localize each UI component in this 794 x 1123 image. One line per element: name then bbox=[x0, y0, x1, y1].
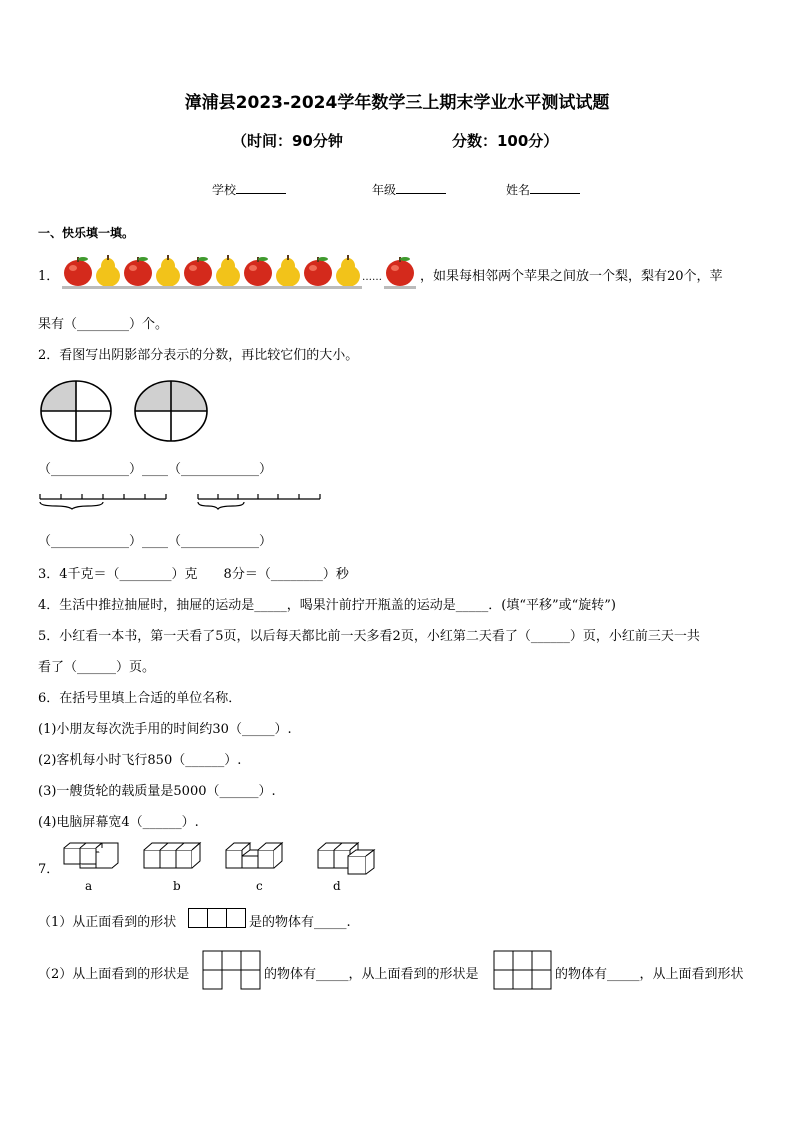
q2-answer-row-2: （____________）____（____________） bbox=[38, 534, 273, 549]
cube-figure-a bbox=[64, 843, 118, 868]
name-label: 姓名 bbox=[506, 183, 531, 197]
q7-sub1-a: （1）从正面看到的形状 bbox=[38, 915, 177, 930]
q1-ellipsis: …… bbox=[362, 272, 382, 283]
name-blank bbox=[530, 181, 580, 194]
pear-icon bbox=[156, 255, 180, 287]
q7-sub2-a: （2）从上面看到的形状是 bbox=[38, 967, 190, 982]
pear-icon bbox=[216, 255, 240, 287]
top-view-shape-2 bbox=[493, 950, 553, 990]
q7-sub2-b: 的物体有_____，从上面看到的形状是 bbox=[264, 967, 479, 982]
figure-label-b: b bbox=[173, 879, 181, 893]
school-field bbox=[212, 181, 286, 198]
q1-text-b: 果有（________）个。 bbox=[38, 317, 169, 332]
q6-text: 6．在括号里填上合适的单位名称． bbox=[38, 691, 242, 706]
top-view-shape-1 bbox=[202, 950, 262, 990]
q6-item-1: (1)小朋友每次洗手用的时间约30（_____）. bbox=[38, 722, 292, 737]
q6-item-4: (4)电脑屏幕宽4（______）. bbox=[38, 815, 199, 830]
q5-text-a: 5．小红看一本书，第一天看了5页，以后每天都比前一天多看2页，小红第二天看了（______）页，小红前三天一共 bbox=[38, 629, 700, 644]
q1-text-a: ，如果每相邻两个苹果之间放一个梨，梨有20个，苹 bbox=[420, 269, 723, 284]
q6-item-3: (3)一艘货轮的载质量是5000（______）. bbox=[38, 784, 276, 799]
apple-icon bbox=[124, 257, 152, 286]
grade-blank bbox=[396, 181, 446, 194]
front-view-shape bbox=[188, 908, 245, 928]
apple-icon bbox=[64, 257, 92, 286]
school-blank bbox=[236, 181, 286, 194]
pear-icon bbox=[336, 255, 360, 287]
section-heading: 一、快乐填一填。 bbox=[38, 226, 135, 240]
apple-icon bbox=[184, 257, 212, 286]
q2-text: 2．看图写出阴影部分表示的分数，再比较它们的大小。 bbox=[38, 348, 359, 363]
cube-figure-d bbox=[318, 843, 374, 874]
apple-icon bbox=[384, 254, 416, 290]
score-label: 分数：100分） bbox=[452, 132, 559, 150]
q2-answer-row-1: （____________）____（____________） bbox=[38, 462, 273, 477]
q7-number: 7． bbox=[38, 862, 60, 877]
figure-label-d: d bbox=[333, 879, 341, 893]
pear-icon bbox=[276, 255, 300, 287]
q3-text: 3．4千克＝（________）克 8分＝（________）秒 bbox=[38, 567, 349, 582]
q4-text: 4．生活中推拉抽屉时，抽屉的运动是_____，喝果汁前拧开瓶盖的运动是_____．(填“平移”或“旋转”) bbox=[38, 598, 616, 613]
cube-figures bbox=[60, 838, 380, 878]
circle-figure-2 bbox=[135, 381, 207, 441]
page-title: 漳浦县2023-2024学年数学三上期末学业水平测试试题 bbox=[184, 93, 610, 113]
circle-figure-1 bbox=[41, 381, 111, 441]
name-field bbox=[506, 181, 580, 198]
q5-text-b: 看了（______）页。 bbox=[38, 660, 156, 675]
cube-figure-b bbox=[144, 843, 200, 868]
q7-sub2-c: 的物体有_____，从上面看到形状 bbox=[555, 967, 744, 982]
q1-number: 1． bbox=[38, 269, 60, 284]
q6-item-2: (2)客机每小时飞行850（______）. bbox=[38, 753, 242, 768]
segment-line-2 bbox=[198, 494, 320, 509]
figure-label-a: a bbox=[85, 879, 93, 893]
time-label: （时间：90分钟 bbox=[232, 132, 343, 150]
segment-line-1 bbox=[40, 494, 166, 509]
pear-icon bbox=[96, 255, 120, 287]
q7-sub1-b: 是的物体有_____. bbox=[249, 915, 351, 930]
grade-label: 年级 bbox=[372, 183, 397, 197]
cube-figure-c bbox=[226, 843, 282, 868]
school-label: 学校 bbox=[212, 183, 237, 197]
apple-icon bbox=[244, 257, 272, 286]
fraction-circles bbox=[38, 378, 218, 444]
grade-field bbox=[372, 181, 446, 198]
segment-lines bbox=[38, 490, 328, 512]
apple-icon bbox=[304, 257, 332, 286]
figure-label-c: c bbox=[256, 879, 263, 893]
